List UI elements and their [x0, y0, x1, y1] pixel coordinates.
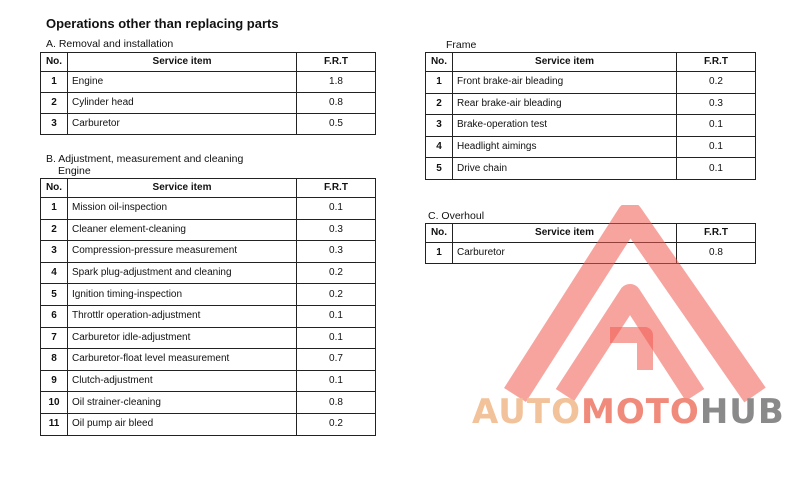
table-removal-installation — [40, 52, 376, 135]
row-number: 5 — [426, 158, 453, 180]
row-number: 4 — [41, 262, 68, 284]
row-frt-value: 0.8 — [297, 93, 376, 114]
header-no: No. — [41, 179, 68, 198]
table-body — [426, 243, 756, 264]
row-service-item: Carburetor — [453, 243, 677, 264]
row-service-item: Carburetor-float level measurement — [68, 349, 297, 371]
row-frt-value: 0.3 — [297, 241, 376, 263]
row-frt-value: 0.1 — [677, 136, 756, 158]
row-frt-value: 0.1 — [297, 327, 376, 349]
row-number: 5 — [41, 284, 68, 306]
row-service-item: Compression-pressure measurement — [68, 241, 297, 263]
table-row — [41, 305, 376, 327]
subheading-frame: Frame — [446, 39, 477, 51]
row-number: 1 — [41, 198, 68, 220]
table-row — [41, 370, 376, 392]
row-frt-value: 0.2 — [297, 413, 376, 435]
header-service-item: Service item — [453, 224, 677, 243]
row-service-item: Mission oil-inspection — [68, 198, 297, 220]
header-frt: F.R.T — [297, 53, 376, 72]
table-header-row — [426, 224, 756, 243]
row-frt-value: 0.8 — [297, 392, 376, 414]
row-service-item: Ignition timing-inspection — [68, 284, 297, 306]
table-row — [41, 327, 376, 349]
header-service-item: Service item — [453, 53, 677, 72]
row-service-item: Brake-operation test — [453, 115, 677, 137]
watermark-text-auto: AUTO — [472, 392, 581, 432]
row-service-item: Rear brake-air bleading — [453, 93, 677, 115]
row-number: 7 — [41, 327, 68, 349]
table-row — [41, 114, 376, 135]
row-service-item: Oil pump air bleed — [68, 413, 297, 435]
table-row — [41, 349, 376, 371]
row-service-item: Cleaner element-cleaning — [68, 219, 297, 241]
row-service-item: Oil strainer-cleaning — [68, 392, 297, 414]
row-number: 4 — [426, 136, 453, 158]
header-service-item: Service item — [68, 179, 297, 198]
table-header-row — [41, 179, 376, 198]
table-body — [426, 72, 756, 180]
watermark-text-hub: HUB — [699, 392, 785, 432]
header-frt: F.R.T — [677, 224, 756, 243]
row-frt-value: 0.1 — [677, 158, 756, 180]
row-frt-value: 0.5 — [297, 114, 376, 135]
row-service-item: Engine — [68, 72, 297, 93]
row-frt-value: 0.7 — [297, 349, 376, 371]
table-row — [41, 284, 376, 306]
page-title: Operations other than replacing parts — [46, 16, 279, 31]
table-row — [426, 93, 756, 115]
row-number: 9 — [41, 370, 68, 392]
table-row — [41, 392, 376, 414]
row-number: 2 — [41, 93, 68, 114]
header-frt: F.R.T — [677, 53, 756, 72]
section-heading-adjustment: B. Adjustment, measurement and cleaning — [46, 153, 244, 165]
header-no: No. — [41, 53, 68, 72]
row-number: 1 — [426, 72, 453, 94]
row-service-item: Clutch-adjustment — [68, 370, 297, 392]
row-frt-value: 0.1 — [297, 305, 376, 327]
row-frt-value: 0.8 — [677, 243, 756, 264]
row-number: 11 — [41, 413, 68, 435]
table-row — [426, 115, 756, 137]
table-row — [426, 72, 756, 94]
row-number: 10 — [41, 392, 68, 414]
table-row — [41, 241, 376, 263]
row-service-item: Carburetor — [68, 114, 297, 135]
row-number: 1 — [426, 243, 453, 264]
row-service-item: Cylinder head — [68, 93, 297, 114]
table-body — [41, 72, 376, 135]
row-service-item: Throttlr operation-adjustment — [68, 305, 297, 327]
table-row — [41, 198, 376, 220]
row-frt-value: 0.1 — [297, 370, 376, 392]
row-number: 6 — [41, 305, 68, 327]
row-frt-value: 0.1 — [677, 115, 756, 137]
row-service-item: Front brake-air bleading — [453, 72, 677, 94]
table-frame — [425, 52, 756, 180]
table-overhaul — [425, 223, 756, 264]
row-service-item: Drive chain — [453, 158, 677, 180]
row-frt-value: 0.2 — [297, 262, 376, 284]
table-header-row — [426, 53, 756, 72]
row-frt-value: 0.2 — [677, 72, 756, 94]
header-no: No. — [426, 224, 453, 243]
row-number: 2 — [41, 219, 68, 241]
row-frt-value: 1.8 — [297, 72, 376, 93]
header-no: No. — [426, 53, 453, 72]
table-row — [41, 219, 376, 241]
row-number: 8 — [41, 349, 68, 371]
table-row — [426, 158, 756, 180]
row-service-item: Carburetor idle-adjustment — [68, 327, 297, 349]
watermark-text — [472, 392, 785, 432]
table-row — [41, 72, 376, 93]
table-row — [41, 262, 376, 284]
subheading-engine: Engine — [58, 165, 91, 177]
table-header-row — [41, 53, 376, 72]
row-number: 3 — [426, 115, 453, 137]
row-number: 3 — [41, 241, 68, 263]
section-heading-removal: A. Removal and installation — [46, 38, 174, 50]
row-number: 1 — [41, 72, 68, 93]
table-body — [41, 198, 376, 436]
watermark-text-moto: MOTO — [580, 392, 700, 432]
row-frt-value: 0.1 — [297, 198, 376, 220]
header-service-item: Service item — [68, 53, 297, 72]
row-frt-value: 0.2 — [297, 284, 376, 306]
row-frt-value: 0.3 — [297, 219, 376, 241]
row-service-item: Headlight aimings — [453, 136, 677, 158]
table-adjustment-engine — [40, 178, 376, 436]
row-frt-value: 0.3 — [677, 93, 756, 115]
table-row — [426, 136, 756, 158]
row-number: 2 — [426, 93, 453, 115]
table-row — [41, 413, 376, 435]
table-row — [41, 93, 376, 114]
table-row — [426, 243, 756, 264]
row-number: 3 — [41, 114, 68, 135]
row-service-item: Spark plug-adjustment and cleaning — [68, 262, 297, 284]
section-heading-overhaul: C. Overhoul — [428, 210, 485, 222]
header-frt: F.R.T — [297, 179, 376, 198]
